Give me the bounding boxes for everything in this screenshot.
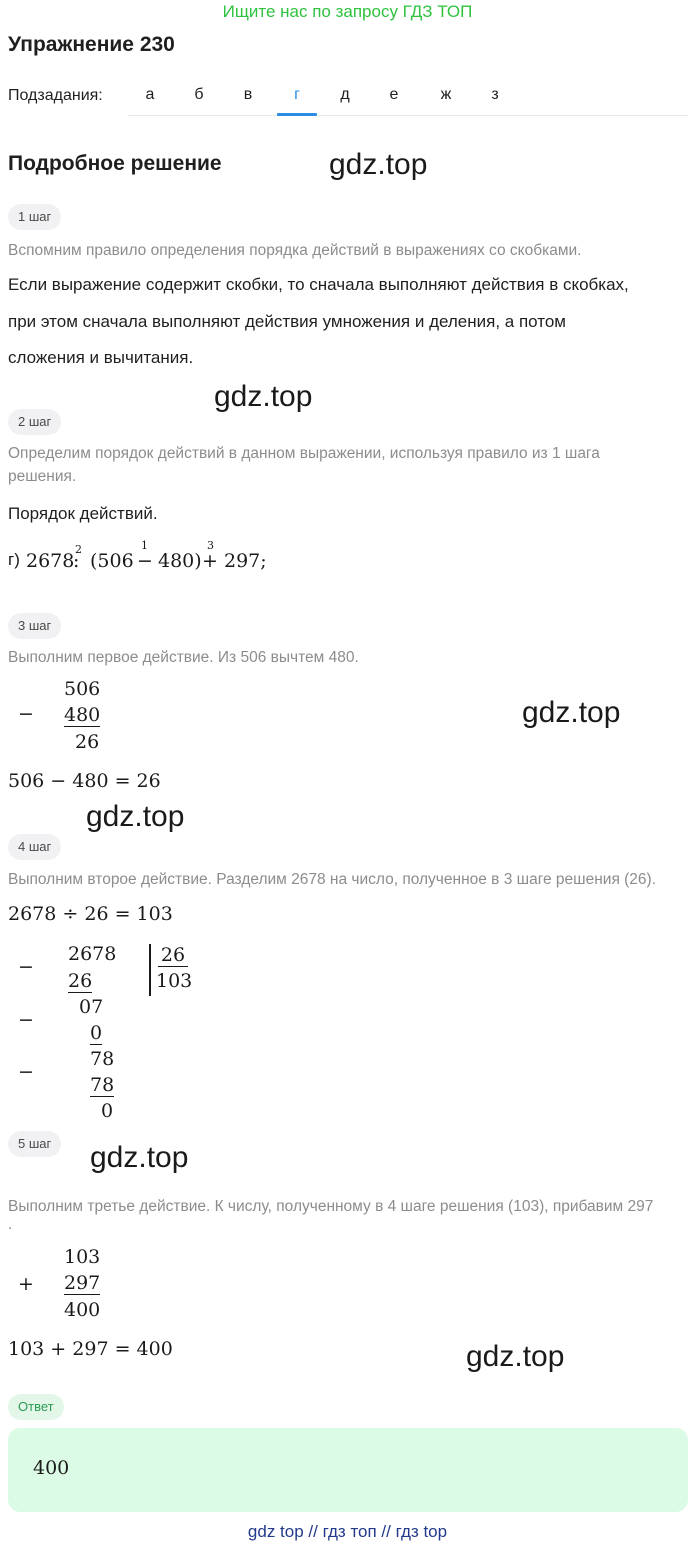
- step-badge: 3 шаг: [8, 613, 61, 639]
- active-tab-indicator: [277, 113, 317, 116]
- step-hint: Определим порядок действий в данном выражении, используя правило из 1 шага: [8, 445, 600, 462]
- step-hint: Выполним первое действие. Из 506 вычтем 480.: [8, 649, 359, 666]
- order-mark: 3: [207, 539, 214, 552]
- expression-operator: +: [202, 550, 218, 572]
- column-bottom: 297: [64, 1272, 101, 1294]
- tab-subtask-zh[interactable]: ж: [440, 86, 452, 103]
- watermark: gdz.top: [214, 380, 313, 413]
- step-hint: Вспомним правило определения порядка действий в выражениях со скобками.: [8, 242, 582, 259]
- expression-number: 2678: [26, 550, 75, 572]
- watermark: gdz.top: [86, 800, 185, 833]
- step-equation: 2678 ÷ 26 = 103: [8, 903, 173, 925]
- search-hint-banner: Ищите нас по запросу ГДЗ ТОП: [222, 2, 473, 21]
- column-result: 400: [64, 1299, 101, 1321]
- tab-subtask-b[interactable]: б: [194, 86, 204, 103]
- tab-subtask-d[interactable]: д: [340, 86, 350, 103]
- subtasks-label: Подзадания:: [8, 87, 103, 104]
- step-badge: 1 шаг: [8, 204, 61, 230]
- watermark: gdz.top: [466, 1340, 565, 1373]
- step-hint: Выполним третье действие. К числу, полученному в 4 шаге решения (103), прибавим 297: [8, 1198, 654, 1215]
- expression-operator: −: [137, 550, 153, 572]
- step-text-line: сложения и вычитания.: [8, 348, 194, 367]
- tab-subtask-g[interactable]: г: [294, 86, 300, 103]
- step-text-line: Если выражение содержит скобки, то сначала выполняют действия в скобках,: [8, 275, 629, 294]
- step-hint: решения.: [8, 468, 77, 485]
- division-divisor: 26: [158, 944, 188, 967]
- division-row: 78: [90, 1048, 115, 1070]
- order-mark: 1: [141, 539, 148, 552]
- column-bottom: 480: [64, 704, 101, 726]
- expression-operator: :: [73, 550, 80, 572]
- step-badge: 5 шаг: [8, 1131, 61, 1157]
- watermark: gdz.top: [522, 696, 621, 729]
- step-text-line: при этом сначала выполняют действия умножения и деления, а потом: [8, 312, 566, 331]
- step-hint: Выполним второе действие. Разделим 2678 на число, полученное в 3 шаге решения (26).: [8, 871, 657, 888]
- answer-box: [8, 1428, 688, 1512]
- column-operator: +: [18, 1273, 34, 1295]
- expression-prefix: г): [8, 550, 20, 569]
- answer-value: 400: [33, 1457, 70, 1479]
- watermark: gdz.top: [90, 1141, 189, 1174]
- expression-number: (506: [90, 550, 134, 572]
- tab-subtask-z[interactable]: з: [491, 86, 499, 103]
- division-quotient: 103: [156, 970, 193, 992]
- tab-subtask-a[interactable]: а: [145, 86, 155, 103]
- answer-badge: Ответ: [8, 1394, 64, 1420]
- column-top: 103: [64, 1246, 101, 1268]
- column-result: 26: [75, 731, 100, 753]
- division-minus: −: [18, 956, 34, 978]
- division-row: 0: [90, 1022, 103, 1044]
- tab-subtask-e[interactable]: е: [389, 86, 399, 103]
- division-row: 0: [101, 1100, 114, 1122]
- division-row: 07: [79, 996, 104, 1018]
- footer-links[interactable]: gdz top // гдз топ // гдз top: [247, 1522, 448, 1541]
- page-title: Упражнение 230: [8, 33, 175, 56]
- step-badge: 2 шаг: [8, 409, 61, 435]
- subtasks-divider: [128, 115, 688, 116]
- column-operator: −: [18, 703, 34, 725]
- order-mark: 2: [75, 543, 82, 556]
- step-equation: 506 − 480 = 26: [8, 770, 161, 792]
- tab-subtask-v[interactable]: в: [243, 86, 253, 103]
- expression-number: 297;: [224, 550, 267, 572]
- step-equation: 103 + 297 = 400: [8, 1338, 173, 1360]
- step-badge: 4 шаг: [8, 834, 61, 860]
- section-title: Подробное решение: [8, 152, 222, 175]
- step-text: Порядок действий.: [8, 504, 158, 523]
- column-top: 506: [64, 678, 101, 700]
- step-hint: .: [8, 1216, 13, 1233]
- expression-number: 480): [158, 550, 202, 572]
- division-row: 26: [68, 970, 93, 992]
- watermark: gdz.top: [329, 148, 428, 181]
- division-minus: −: [18, 1009, 34, 1031]
- division-dividend: 2678: [68, 943, 117, 965]
- division-minus: −: [18, 1061, 34, 1083]
- division-bar: [149, 944, 151, 996]
- division-row: 78: [90, 1074, 115, 1096]
